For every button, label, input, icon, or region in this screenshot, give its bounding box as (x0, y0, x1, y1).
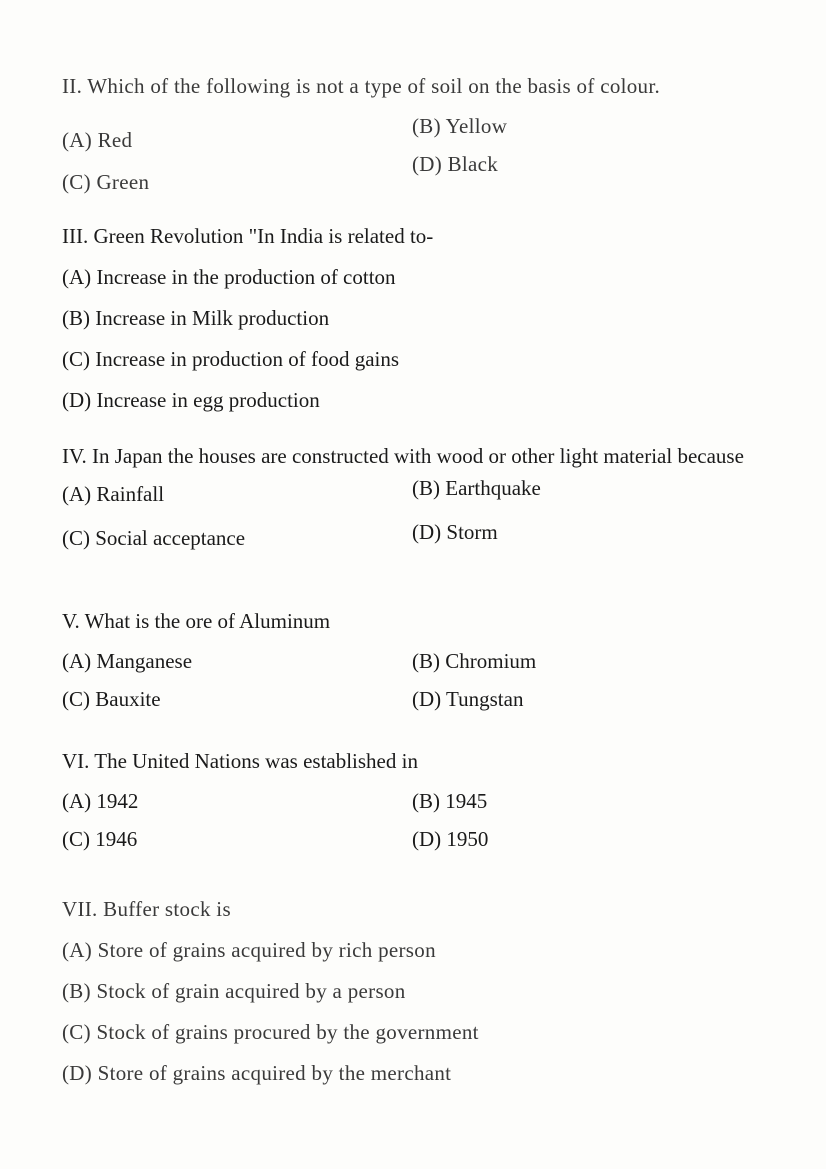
question-stem: VI. The United Nations was established in (62, 749, 418, 773)
options-grid (62, 785, 762, 855)
question-4 (62, 440, 762, 554)
question-stem: VII. Buffer stock is (62, 897, 231, 921)
question-stem: IV. In Japan the houses are constructed with wood or other light material because (62, 444, 744, 468)
question-stem: III. Green Revolution "In India is related to- (62, 224, 434, 248)
question-3 (62, 220, 762, 416)
option-b: (B) Chromium (412, 649, 537, 673)
option-c: (C) Bauxite (62, 687, 161, 711)
question-6 (62, 745, 762, 855)
option-b: (B) 1945 (412, 789, 488, 813)
question-stem: II. Which of the following is not a type of soil on the basis of colour. (62, 74, 661, 98)
option-a: (A) Store of grains acquired by rich person (62, 938, 436, 962)
options-list (62, 934, 762, 1089)
option-b: (B) Increase in Milk production (62, 306, 330, 330)
option-d: (D) Black (412, 152, 499, 176)
option-a: (A) Increase in the production of cotton (62, 265, 396, 289)
option-c: (C) 1946 (62, 827, 138, 851)
option-c: (C) Stock of grains procured by the government (62, 1020, 479, 1044)
question-5 (62, 605, 762, 715)
option-d: (D) 1950 (412, 827, 489, 851)
option-a: (A) Manganese (62, 649, 193, 673)
option-d: (D) Storm (412, 520, 498, 544)
option-d: (D) Store of grains acquired by the merchant (62, 1061, 452, 1085)
question-stem: V. What is the ore of Aluminum (62, 609, 331, 633)
options-grid (62, 472, 762, 554)
option-b: (B) Earthquake (412, 476, 541, 500)
option-c: (C) Green (62, 170, 150, 194)
option-a: (A) Red (62, 128, 133, 152)
options-grid (62, 110, 762, 198)
question-7 (62, 893, 762, 1089)
option-b: (B) Stock of grain acquired by a person (62, 979, 406, 1003)
option-c: (C) Increase in production of food gains (62, 347, 400, 371)
option-a: (A) Rainfall (62, 482, 165, 506)
option-a: (A) 1942 (62, 789, 139, 813)
option-c: (C) Social acceptance (62, 526, 246, 550)
question-2 (62, 70, 762, 198)
option-b: (B) Yellow (412, 114, 508, 138)
options-list (62, 261, 762, 416)
options-grid (62, 645, 762, 715)
option-d: (D) Tungstan (412, 687, 524, 711)
option-d: (D) Increase in egg production (62, 388, 320, 412)
